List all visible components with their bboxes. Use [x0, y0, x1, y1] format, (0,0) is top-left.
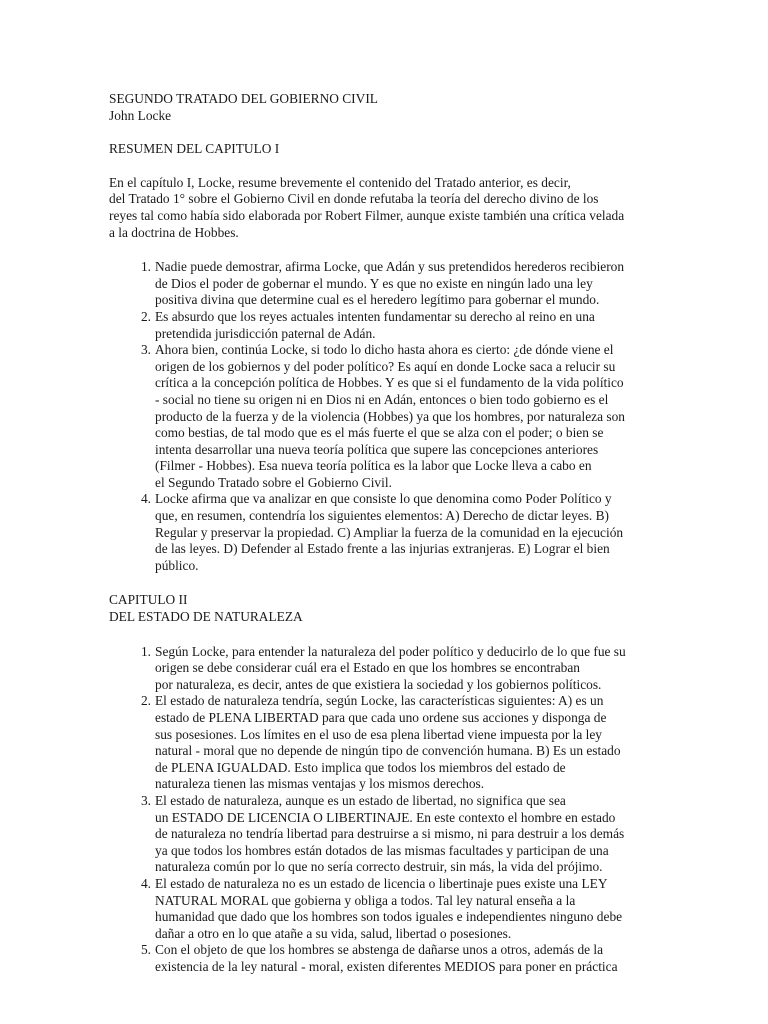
list-line: producto de la fuerza y de la violencia (Hobbes) ya que los hombres, por naturaleza son	[155, 408, 625, 424]
list-line: naturaleza tienen las mismas ventajas y los mismos derechos.	[155, 776, 485, 792]
list-line: por naturaleza, es decir, antes de que existiera la sociedad y los gobiernos políticos.	[155, 676, 602, 692]
list-line: Regular y preservar la propiedad. C) Ampliar la fuerza de la comunidad en la ejecución	[155, 524, 624, 540]
list-item	[109, 491, 661, 574]
list-line: como bestias, de tal modo que es el más fuerte el que se alza con el poder; o bien se	[155, 425, 604, 441]
list-item	[109, 309, 661, 342]
intro-line: del Tratado 1° sobre el Gobierno Civil en donde refutaba la teoría del derecho divino de los	[109, 191, 599, 207]
list-item	[109, 876, 661, 942]
list-number: 4.	[140, 875, 151, 891]
list-line: Locke afirma que va analizar en que consiste lo que denomina como Poder Político y	[155, 491, 612, 507]
list-line: dañar a otro en lo que atañe a su vida, salud, libertad o posesiones.	[155, 925, 512, 941]
list-number: 3.	[140, 792, 151, 808]
list-item	[109, 942, 661, 975]
list-line: positiva divina que determine cual es el heredero legítimo para gobernar el mundo.	[155, 292, 600, 308]
list-number: 2.	[140, 693, 151, 709]
intro-line: En el capítulo I, Locke, resume brevemente el contenido del Tratado anterior, es decir,	[109, 174, 571, 190]
list-number: 1.	[140, 259, 151, 275]
list-number: 4.	[140, 491, 151, 507]
list-line: El estado de naturaleza tendría, según Locke, las características siguientes: A) es un	[155, 693, 604, 709]
document-author: John Locke	[109, 107, 172, 123]
list-line: de las leyes. D) Defender al Estado frente a las injurias extranjeras. E) Lograr el bien	[155, 541, 610, 557]
list-line: de Dios el poder de gobernar el mundo. Y es que no existe en ningún lado una ley	[155, 275, 593, 291]
list-line: El estado de naturaleza no es un estado de licencia o libertinaje pues existe una LEY	[155, 875, 608, 891]
list-line: Nadie puede demostrar, afirma Locke, que Adán y sus pretendidos herederos recibieron	[155, 259, 625, 275]
list-line: El estado de naturaleza, aunque es un estado de libertad, no significa que sea	[155, 792, 566, 808]
list-line: de PLENA IGUALDAD. Esto implica que todos los miembros del estado de	[155, 759, 566, 775]
list-number: 3.	[140, 342, 151, 358]
list-item	[109, 793, 661, 876]
chapter1-list	[109, 259, 661, 574]
chapter1-heading: RESUMEN DEL CAPITULO I	[109, 141, 280, 157]
list-line: Según Locke, para entender la naturaleza del poder político y deducirlo de lo que fue su	[155, 643, 626, 659]
intro-line: a la doctrina de Hobbes.	[109, 224, 239, 240]
list-line: pretendida jurisdicción paternal de Adán.	[155, 325, 376, 341]
list-line: existencia de la ley natural - moral, existen diferentes MEDIOS para poner en práctica	[155, 958, 618, 974]
list-line: natural - moral que no depende de ningún tipo de convención humana. B) Es un estado	[155, 743, 621, 759]
chapter2-heading: CAPITULO II	[109, 592, 188, 608]
list-line: de naturaleza no tendría libertad para destruirse a si mismo, ni para destruir a los demás	[155, 826, 625, 842]
chapter2-subheading: DEL ESTADO DE NATURALEZA	[109, 609, 303, 625]
list-line: estado de PLENA LIBERTAD para que cada uno ordene sus acciones y disponga de	[155, 710, 607, 725]
list-line: público.	[155, 557, 199, 573]
list-line: Ahora bien, continúa Locke, si todo lo dicho hasta ahora es cierto: ¿de dónde viene el	[155, 342, 614, 358]
list-number: 1.	[140, 643, 151, 659]
list-line: intenta desarrollar una nueva teoría política que supere las concepciones anteriores	[155, 441, 599, 457]
list-item	[109, 342, 661, 491]
list-number: 2.	[140, 308, 151, 324]
list-line: origen de los gobiernos y del poder político? Es aquí en donde Locke saca a relucir su	[155, 358, 616, 374]
list-line: Es absurdo que los reyes actuales intenten fundamentar su derecho al reino en una	[155, 308, 595, 324]
list-line: que, en resumen, contendría los siguientes elementos: A) Derecho de dictar leyes. B)	[155, 508, 610, 524]
list-line: origen se debe considerar cuál era el Estado en que los hombres se encontraban	[155, 660, 580, 676]
list-number: 5.	[140, 942, 151, 958]
list-item	[109, 693, 661, 793]
document-title: SEGUNDO TRATADO DEL GOBIERNO CIVIL	[109, 91, 378, 106]
document-page	[109, 91, 661, 976]
chapter1-intro	[109, 175, 661, 241]
list-line: ya que todos los hombres están dotados de las mismas facultades y participan de una	[155, 842, 609, 858]
list-line: naturaleza común por lo que no sería correcto destruir, sin más, la vida del prójimo.	[155, 859, 603, 875]
list-line: (Filmer - Hobbes). Esa nueva teoría política es la labor que Locke lleva a cabo en	[155, 458, 592, 474]
list-item	[109, 644, 661, 694]
list-line: Con el objeto de que los hombres se abstenga de dañarse unos a otros, además de la	[155, 942, 604, 958]
list-line: el Segundo Tratado sobre el Gobierno Civil.	[155, 474, 392, 490]
list-line: un ESTADO DE LICENCIA O LIBERTINAJE. En este contexto el hombre en estado	[155, 809, 616, 825]
list-line: sus posesiones. Los límites en el uso de esa plena libertad viene impuesta por la ley	[155, 726, 602, 742]
list-item	[109, 259, 661, 309]
intro-line: reyes tal como había sido elaborada por Robert Filmer, aunque existe también una crítica velada	[109, 207, 625, 223]
chapter2-list	[109, 644, 661, 976]
list-line: humanidad que dado que los hombres son todos iguales e independientes ninguno debe	[155, 909, 623, 925]
list-line: - social no tiene su origen ni en Dios ni en Adán, entonces o bien todo gobierno es el	[155, 391, 609, 407]
list-line: crítica a la concepción política de Hobbes. Y es que si el fundamento de la vida político	[155, 375, 624, 391]
list-line: NATURAL MORAL que gobierna y obliga a todos. Tal ley natural enseña a la	[155, 892, 576, 908]
